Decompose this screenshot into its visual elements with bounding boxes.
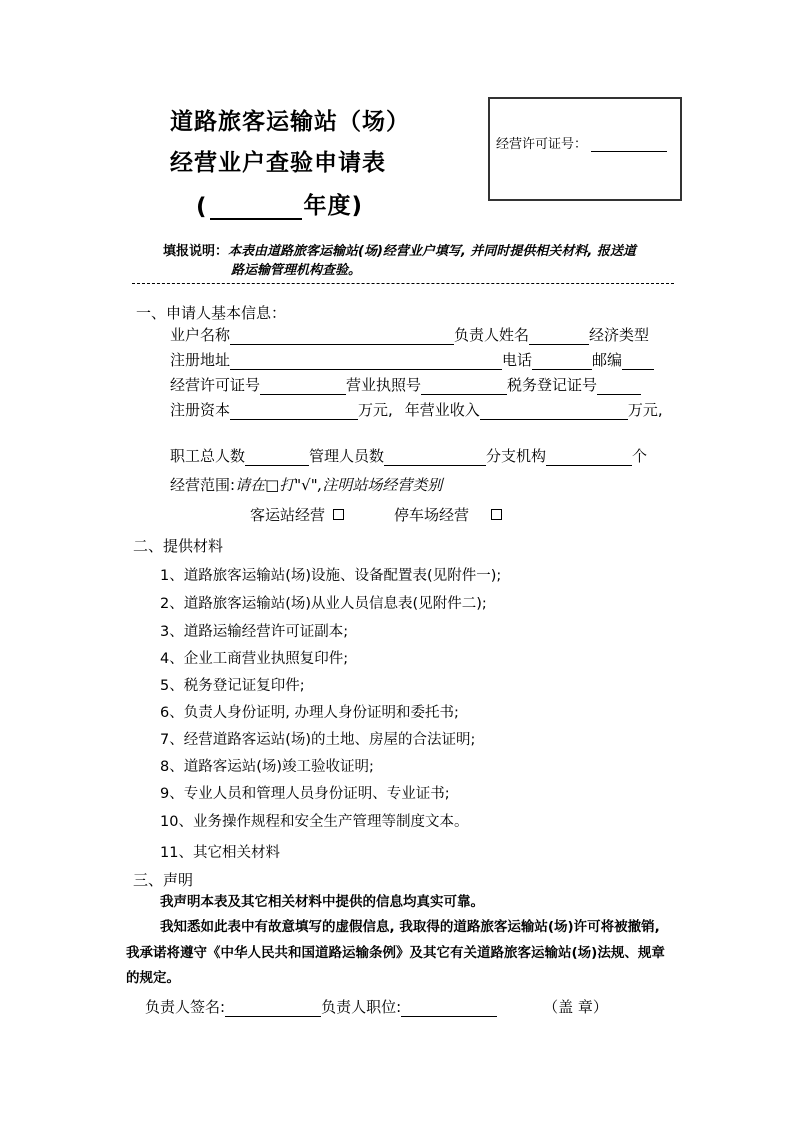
form-title-year — [196, 187, 363, 220]
option-passenger-station-checkbox[interactable] — [333, 509, 344, 520]
annual-revenue-field[interactable] — [480, 403, 628, 420]
signature-field[interactable] — [225, 1000, 321, 1017]
biz-license-label: 营业执照号 — [346, 376, 422, 394]
scope-hint: 请在□打"√",注明站场经营类别 — [235, 476, 443, 494]
responsible-name-label: 负责人姓名 — [454, 326, 530, 344]
seal-label: （盖 章） — [543, 998, 608, 1016]
position-label: 负责人职位: — [321, 998, 402, 1016]
branches-field[interactable] — [546, 449, 632, 466]
year-field[interactable] — [210, 194, 302, 220]
year-close-label: 年度) — [303, 193, 364, 219]
annual-revenue-label: 年营业收入 — [404, 401, 480, 419]
position-field[interactable] — [401, 1000, 497, 1017]
reg-capital-field[interactable] — [230, 403, 358, 420]
econ-type-label: 经济类型 — [589, 326, 650, 344]
material-item: 6、负责人身份证明, 办理人身份证明和委托书; — [160, 705, 459, 721]
option-parking-lot-checkbox[interactable] — [491, 509, 502, 520]
postcode-field[interactable] — [622, 353, 654, 370]
dashed-divider — [132, 283, 674, 284]
declaration-para2-line1: 我知悉如此表中有故意填写的虚假信息, 我取得的道路旅客运输站(场)许可将被撤销, — [160, 919, 660, 935]
phone-label: 电话 — [502, 351, 533, 369]
reg-address-field[interactable] — [230, 353, 502, 370]
license-number-field[interactable] — [591, 137, 667, 152]
row-staff — [170, 445, 647, 466]
license-no-field[interactable] — [260, 378, 346, 395]
form-title-line1: 道路旅客运输站（场） — [170, 109, 410, 135]
declaration-para1: 我声明本表及其它相关材料中提供的信息均真实可靠。 — [160, 894, 484, 910]
year-open-paren: ( — [196, 194, 208, 220]
total-staff-field[interactable] — [245, 449, 309, 466]
branches-label: 分支机构 — [486, 447, 547, 465]
material-item: 4、企业工商营业执照复印件; — [160, 651, 349, 667]
row-license — [170, 374, 641, 395]
mgmt-staff-field[interactable] — [384, 449, 486, 466]
scope-label: 经营范围: — [170, 476, 236, 494]
instructions-label: 填报说明： — [163, 244, 229, 259]
reg-address-label: 注册地址 — [170, 351, 231, 369]
material-item: 8、道路客运站(场)竣工验收证明; — [160, 759, 374, 775]
instructions-text1: 本表由道路旅客运输站(场)经营业户填写, 并同时提供相关材料, 报送道 — [228, 244, 636, 259]
row-signature — [145, 996, 608, 1017]
wan-yuan-2: 万元, — [627, 401, 663, 419]
postcode-label: 邮编 — [592, 351, 623, 369]
form-title-line2: 经营业户查验申请表 — [170, 150, 386, 176]
material-item: 3、道路运输经营许可证副本; — [160, 624, 349, 640]
material-item: 10、业务操作规程和安全生产管理等制度文本。 — [160, 814, 469, 830]
material-item: 7、经营道路客运站(场)的土地、房屋的合法证明; — [160, 732, 476, 748]
section3-heading: 三、声明 — [133, 871, 194, 889]
row-address — [170, 349, 654, 370]
section2-heading: 二、提供材料 — [133, 537, 224, 555]
material-item: 11、其它相关材料 — [160, 845, 280, 861]
option-passenger-station-label: 客运站经营 — [250, 506, 326, 524]
row-capital — [170, 399, 663, 420]
mgmt-staff-label: 管理人员数 — [309, 447, 385, 465]
responsible-name-field[interactable] — [529, 328, 589, 345]
row-scope — [170, 474, 442, 495]
material-item: 1、道路旅客运输站(场)设施、设备配置表(见附件一); — [160, 568, 502, 584]
instructions-line2 — [231, 260, 361, 281]
material-item: 9、专业人员和管理人员身份证明、专业证书; — [160, 786, 450, 802]
biz-license-field[interactable] — [421, 378, 507, 395]
license-label: 经营许可证号： — [496, 137, 588, 152]
instructions-line1 — [163, 241, 636, 262]
wan-yuan-1: 万元, — [358, 401, 393, 419]
declaration-para2-line3: 的规定。 — [126, 970, 180, 986]
total-staff-label: 职工总人数 — [170, 447, 246, 465]
business-name-label: 业户名称 — [170, 326, 231, 344]
row-scope-options — [250, 504, 502, 525]
reg-capital-label: 注册资本 — [170, 401, 231, 419]
instructions-text2: 路运输管理机构查验。 — [231, 263, 362, 278]
business-name-field[interactable] — [230, 328, 454, 345]
row-business — [170, 324, 649, 345]
license-no-label: 经营许可证号 — [170, 376, 261, 394]
option-parking-lot-label: 停车场经营 — [394, 506, 470, 524]
license-box-content — [496, 133, 667, 152]
material-item: 2、道路旅客运输站(场)从业人员信息表(见附件二); — [160, 596, 487, 612]
phone-field[interactable] — [532, 353, 592, 370]
tax-no-label: 税务登记证号 — [507, 376, 598, 394]
section1-heading: 一、申请人基本信息： — [136, 304, 287, 322]
material-item: 5、税务登记证复印件; — [160, 678, 305, 694]
license-box — [488, 97, 682, 201]
signature-label: 负责人签名: — [145, 998, 226, 1016]
branches-unit: 个 — [632, 447, 648, 465]
tax-no-field[interactable] — [597, 378, 641, 395]
declaration-para2-line2: 我承诺将遵守《中华人民共和国道路运输条例》及其它有关道路旅客运输站(场)法规、规章 — [126, 945, 665, 961]
